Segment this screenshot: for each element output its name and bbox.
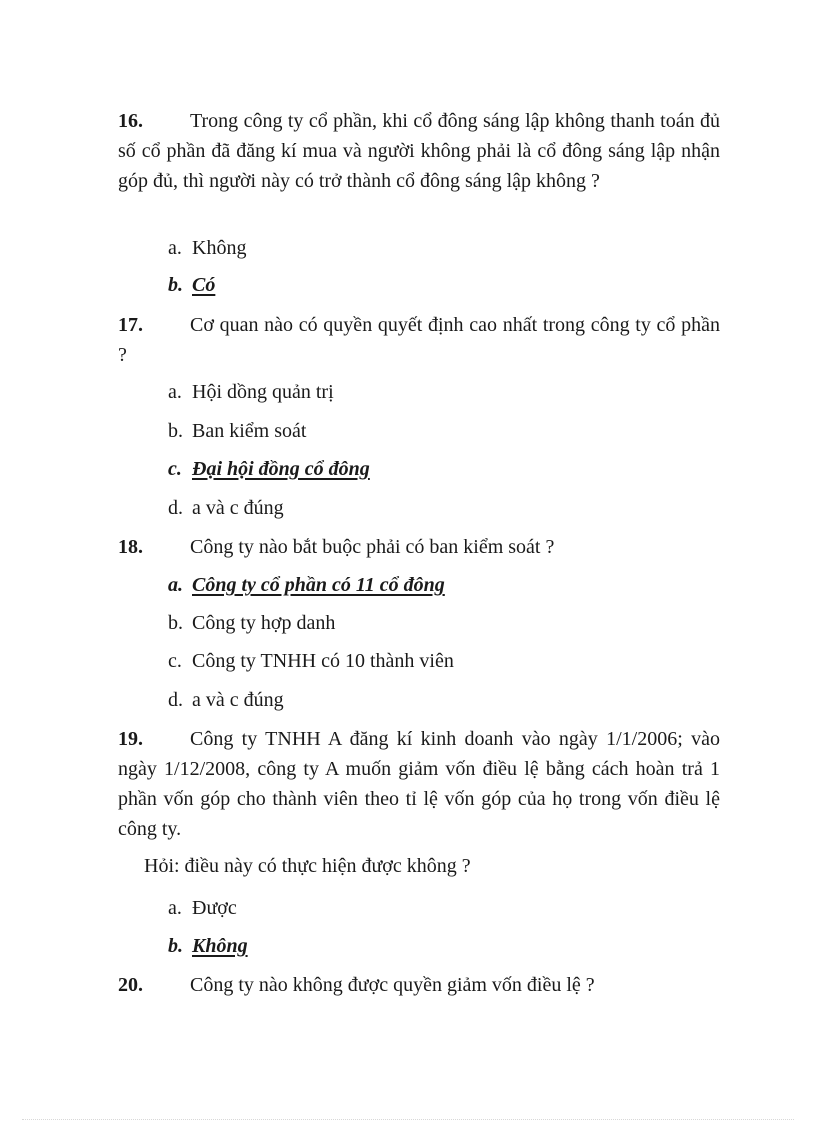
option-16a	[168, 236, 246, 260]
option-letter: b.	[168, 420, 183, 442]
option-letter: b.	[168, 935, 183, 957]
option-17a	[168, 380, 334, 404]
option-text: Có	[192, 274, 216, 296]
question-text: Công ty nào bắt buộc phải có ban kiểm soát ?	[190, 536, 555, 558]
question-number: 20.	[118, 974, 143, 996]
option-18d	[168, 688, 284, 712]
option-17c-correct	[168, 457, 370, 481]
option-letter: d.	[168, 689, 183, 711]
option-text: Không	[192, 935, 248, 957]
question-19	[118, 724, 720, 844]
question-number: 17.	[118, 314, 143, 336]
option-letter: b.	[168, 274, 183, 296]
option-text: Đại hội đồng cổ đông	[192, 458, 370, 480]
option-letter: a.	[168, 574, 183, 596]
option-letter: b.	[168, 612, 183, 634]
option-letter: a.	[168, 237, 182, 259]
option-text: a và c đúng	[192, 689, 284, 711]
option-18b	[168, 611, 335, 635]
question-text: Trong công ty cổ phần, khi cổ đông sáng lập không thanh toán đủ số cổ phần đã đăng kí mua và người không phải là cổ đông sáng lập nhận góp đủ, thì người này có trở thành cổ đông sáng lập không ?	[118, 110, 720, 192]
question-number: 18.	[118, 536, 143, 558]
question-text: Công ty nào không được quyền giảm vốn điều lệ ?	[190, 974, 595, 996]
option-18c	[168, 649, 454, 673]
option-18a-correct	[168, 573, 445, 597]
option-17d	[168, 496, 284, 520]
question-number: 16.	[118, 110, 143, 132]
page-bottom-rule	[22, 1119, 794, 1120]
option-letter: a.	[168, 897, 182, 919]
option-19b-correct	[168, 934, 248, 958]
question-19-note: Hỏi: điều này có thực hiện được không ?	[144, 855, 471, 877]
option-19a	[168, 896, 237, 920]
option-letter: c.	[168, 458, 182, 480]
option-text: Hội dồng quản trị	[192, 381, 334, 403]
question-20	[118, 970, 720, 1000]
option-letter: c.	[168, 650, 182, 672]
question-text: Công ty TNHH A đăng kí kinh doanh vào ngày 1/1/2006; vào ngày 1/12/2008, công ty A muốn giảm vốn điều lệ bằng cách hoàn trả 1 phần vốn góp cho thành viên theo tỉ lệ vốn góp của họ trong vốn điều lệ công ty.	[118, 728, 720, 840]
option-text: a và c đúng	[192, 497, 284, 519]
option-text: Không	[192, 237, 247, 259]
option-letter: a.	[168, 381, 182, 403]
question-16	[118, 106, 720, 196]
option-text: Được	[192, 897, 237, 919]
option-16b-correct	[168, 273, 215, 297]
option-17b	[168, 419, 306, 443]
option-text: Công ty cổ phần có 11 cổ đông	[192, 574, 445, 596]
option-text: Ban kiểm soát	[192, 420, 307, 442]
option-letter: d.	[168, 497, 183, 519]
question-18	[118, 532, 720, 562]
question-17	[118, 310, 720, 370]
option-text: Công ty hợp danh	[192, 612, 336, 634]
option-text: Công ty TNHH có 10 thành viên	[192, 650, 454, 672]
question-number: 19.	[118, 728, 143, 750]
question-text: Cơ quan nào có quyền quyết định cao nhất trong công ty cổ phần ?	[118, 314, 720, 366]
